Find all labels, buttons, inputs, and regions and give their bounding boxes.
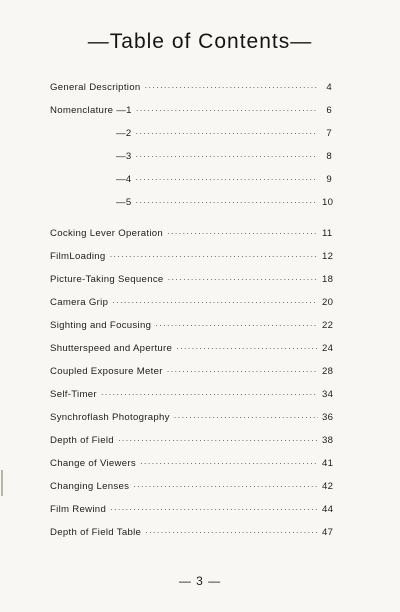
toc-entry-label: Depth of Field bbox=[50, 435, 114, 446]
toc-entry bbox=[50, 151, 332, 174]
dot-leader bbox=[136, 152, 318, 161]
toc-entry bbox=[50, 274, 332, 297]
page-edge-mark bbox=[1, 470, 3, 496]
toc-entry-label: Camera Grip bbox=[50, 297, 109, 308]
dot-leader bbox=[101, 390, 318, 399]
toc-entry bbox=[50, 320, 332, 343]
toc-entry bbox=[50, 435, 332, 458]
toc-entry-page-number: 10 bbox=[322, 197, 334, 208]
dot-leader bbox=[136, 198, 318, 207]
toc-entry-page-number: 34 bbox=[322, 389, 334, 400]
toc-entry-label: Synchroflash Photography bbox=[50, 412, 170, 423]
toc-entry-page-number: 8 bbox=[326, 151, 332, 162]
toc-entry-label: —3 bbox=[116, 151, 132, 162]
toc-entry-label: Nomenclature —1 bbox=[50, 105, 132, 116]
table-of-contents bbox=[50, 82, 332, 550]
toc-entry-page-number: 38 bbox=[322, 435, 334, 446]
dot-leader bbox=[140, 459, 318, 468]
toc-entry bbox=[50, 412, 332, 435]
dot-leader bbox=[110, 252, 318, 261]
toc-entry-page-number: 20 bbox=[322, 297, 334, 308]
dot-leader bbox=[144, 83, 318, 92]
toc-entry-label: Depth of Field Table bbox=[50, 527, 142, 538]
toc-entry-page-number: 9 bbox=[326, 174, 332, 185]
toc-entry bbox=[50, 366, 332, 389]
dot-leader bbox=[110, 505, 318, 514]
dot-leader bbox=[136, 106, 318, 115]
dot-leader bbox=[174, 413, 318, 422]
toc-entry bbox=[50, 105, 332, 128]
dot-leader bbox=[136, 129, 318, 138]
toc-entry-label: Self-Timer bbox=[50, 389, 97, 400]
toc-entry bbox=[50, 458, 332, 481]
toc-entry-page-number: 4 bbox=[326, 82, 332, 93]
toc-entry bbox=[50, 251, 332, 274]
dot-leader bbox=[112, 298, 318, 307]
toc-entry bbox=[50, 174, 332, 197]
toc-entry-page-number: 18 bbox=[322, 274, 334, 285]
dot-leader bbox=[167, 229, 318, 238]
toc-entry-page-number: 28 bbox=[322, 366, 334, 377]
dot-leader bbox=[136, 175, 318, 184]
toc-entry-label: Cocking Lever Operation bbox=[50, 228, 164, 239]
toc-entry bbox=[50, 389, 332, 412]
toc-entry bbox=[50, 197, 332, 220]
toc-entry-label: Changing Lenses bbox=[50, 481, 130, 492]
dot-leader bbox=[168, 275, 318, 284]
toc-entry bbox=[50, 297, 332, 320]
toc-entry-label: Picture-Taking Sequence bbox=[50, 274, 164, 285]
toc-entry-page-number: 7 bbox=[326, 128, 332, 139]
dot-leader bbox=[133, 482, 318, 491]
toc-entry bbox=[50, 504, 332, 527]
page-number: — 3 — bbox=[178, 574, 222, 588]
toc-entry-page-number: 36 bbox=[322, 412, 334, 423]
toc-entry bbox=[50, 527, 332, 550]
dot-leader bbox=[176, 344, 318, 353]
toc-entry-label: FilmLoading bbox=[50, 251, 106, 262]
toc-gap bbox=[50, 220, 332, 228]
toc-entry bbox=[50, 343, 332, 366]
toc-entry-label: Coupled Exposure Meter bbox=[50, 366, 163, 377]
dot-leader bbox=[145, 528, 318, 537]
toc-entry-label: Sighting and Focusing bbox=[50, 320, 152, 331]
toc-entry-page-number: 24 bbox=[322, 343, 334, 354]
toc-entry bbox=[50, 128, 332, 151]
dot-leader bbox=[155, 321, 318, 330]
toc-entry-page-number: 22 bbox=[322, 320, 334, 331]
toc-entry bbox=[50, 481, 332, 504]
dot-leader bbox=[118, 436, 318, 445]
toc-entry-label: —5 bbox=[116, 197, 132, 208]
toc-entry-label: Change of Viewers bbox=[50, 458, 136, 469]
toc-entry-page-number: 6 bbox=[326, 105, 332, 116]
toc-entry-page-number: 42 bbox=[322, 481, 334, 492]
toc-entry-label: General Description bbox=[50, 82, 141, 93]
toc-group-operation bbox=[50, 228, 332, 550]
toc-entry-label: —4 bbox=[116, 174, 132, 185]
toc-entry-label: Shutterspeed and Aperture bbox=[50, 343, 173, 354]
dot-leader bbox=[167, 367, 318, 376]
toc-entry-page-number: 11 bbox=[322, 228, 333, 239]
toc-entry-page-number: 44 bbox=[322, 504, 334, 515]
toc-entry bbox=[50, 228, 332, 251]
toc-group-nomenclature bbox=[50, 82, 332, 220]
page-title: —Table of Contents— bbox=[87, 30, 313, 53]
toc-entry-page-number: 41 bbox=[322, 458, 334, 469]
toc-entry-page-number: 47 bbox=[322, 527, 334, 538]
toc-entry-page-number: 12 bbox=[322, 251, 334, 262]
toc-entry bbox=[50, 82, 332, 105]
toc-entry-label: Film Rewind bbox=[50, 504, 107, 515]
toc-entry-label: —2 bbox=[116, 128, 132, 139]
